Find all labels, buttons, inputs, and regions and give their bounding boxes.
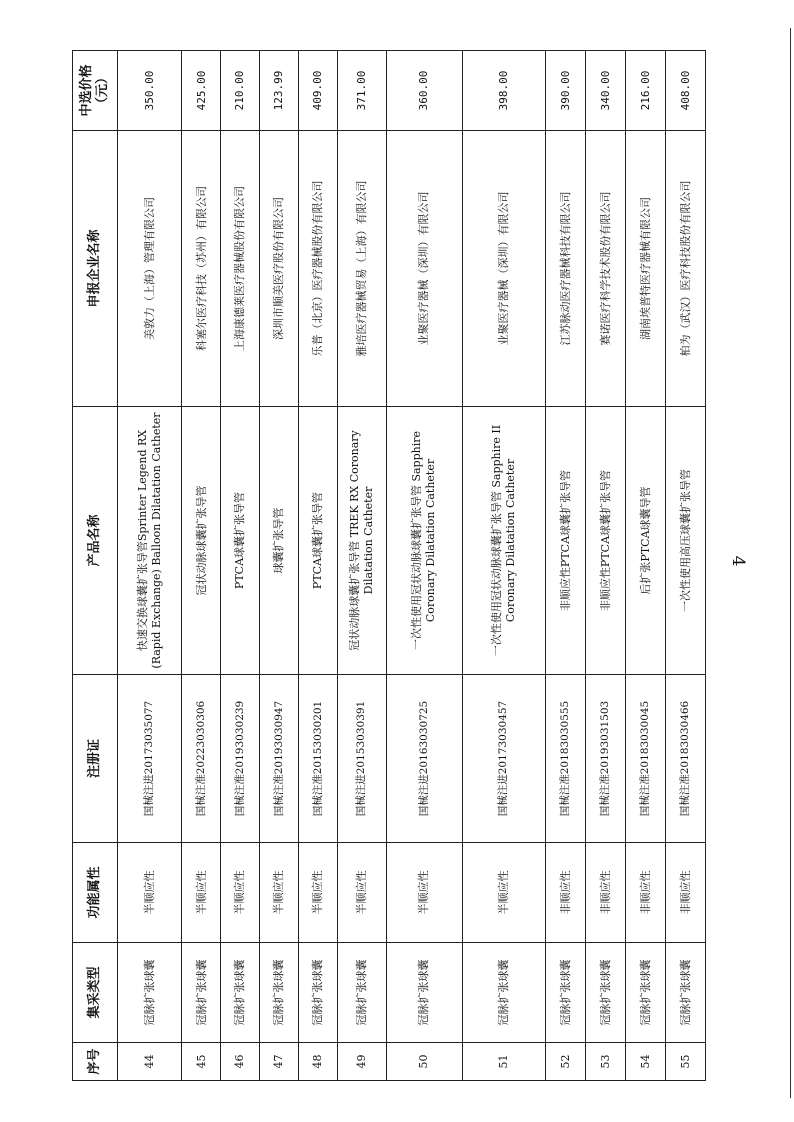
page-number: 4 xyxy=(728,555,748,567)
table-row xyxy=(585,51,625,1081)
cell-product: PTCA球囊扩张导管 xyxy=(299,407,338,675)
cell-category: 冠脉扩张球囊 xyxy=(221,943,260,1043)
table-row xyxy=(260,51,299,1081)
cell-no: 52 xyxy=(545,1043,585,1081)
cell-price: 350.00 xyxy=(118,51,182,131)
cell-product: 冠状动脉球囊扩张导管 TREK RX Coronary Dilatation Catheter xyxy=(338,407,387,675)
cell-function: 半顺应性 xyxy=(462,843,545,943)
cell-price: 409.00 xyxy=(299,51,338,131)
cell-category: 冠脉扩张球囊 xyxy=(118,943,182,1043)
cell-price: 340.00 xyxy=(585,51,625,131)
cell-price: 371.00 xyxy=(338,51,387,131)
header-company: 申报企业名称 xyxy=(73,131,118,407)
cell-product: PTCA球囊扩张导管 xyxy=(221,407,260,675)
cell-function: 非顺应性 xyxy=(585,843,625,943)
cell-registration: 国械注准20183030466 xyxy=(665,675,705,843)
table-row xyxy=(299,51,338,1081)
cell-product: 冠状动脉球囊扩张导管 xyxy=(182,407,221,675)
cell-category: 冠脉扩张球囊 xyxy=(665,943,705,1043)
cell-no: 47 xyxy=(260,1043,299,1081)
cell-category: 冠脉扩张球囊 xyxy=(182,943,221,1043)
cell-function: 半顺应性 xyxy=(299,843,338,943)
cell-category: 冠脉扩张球囊 xyxy=(386,943,462,1043)
header-function: 功能属性 xyxy=(73,843,118,943)
header-product: 产品名称 xyxy=(73,407,118,675)
table-row xyxy=(386,51,462,1081)
header-registration: 注册证 xyxy=(73,675,118,843)
cell-price: 360.00 xyxy=(386,51,462,131)
cell-category: 冠脉扩张球囊 xyxy=(338,943,387,1043)
cell-company: 雅培医疗器械贸易（上海）有限公司 xyxy=(338,131,387,407)
cell-company: 柏为（武汉）医疗科技股份有限公司 xyxy=(665,131,705,407)
table-row xyxy=(118,51,182,1081)
cell-registration: 国械注进20153030391 xyxy=(338,675,387,843)
cell-category: 冠脉扩张球囊 xyxy=(625,943,665,1043)
cell-category: 冠脉扩张球囊 xyxy=(260,943,299,1043)
table-row xyxy=(545,51,585,1081)
cell-company: 业聚医疗器械（深圳）有限公司 xyxy=(462,131,545,407)
cell-category: 冠脉扩张球囊 xyxy=(299,943,338,1043)
cell-company: 美敦力（上海）管理有限公司 xyxy=(118,131,182,407)
cell-function: 非顺应性 xyxy=(665,843,705,943)
cell-registration: 国械注准20193030239 xyxy=(221,675,260,843)
rotated-table-container xyxy=(72,51,706,1081)
cell-price: 216.00 xyxy=(625,51,665,131)
cell-company: 科塞尔医疗科技（苏州）有限公司 xyxy=(182,131,221,407)
header-no: 序号 xyxy=(73,1043,118,1081)
cell-price: 123.99 xyxy=(260,51,299,131)
cell-price: 390.00 xyxy=(545,51,585,131)
cell-company: 乐普（北京）医疗器械股份有限公司 xyxy=(299,131,338,407)
cell-product: 一次性使用冠状动脉球囊扩张导管 Sapphire II Coronary Dilatation Catheter xyxy=(462,407,545,675)
cell-function: 半顺应性 xyxy=(221,843,260,943)
cell-product: 非顺应性PTCA球囊扩张导管 xyxy=(545,407,585,675)
cell-category: 冠脉扩张球囊 xyxy=(585,943,625,1043)
cell-product: 快速交换球囊扩张导管Sprinter Legend RX (Rapid Exchange) Balloon Dilatation Catheter xyxy=(118,407,182,675)
cell-product: 非顺应性PTCA球囊扩张导管 xyxy=(585,407,625,675)
cell-function: 半顺应性 xyxy=(260,843,299,943)
cell-registration: 国械注进20173030457 xyxy=(462,675,545,843)
cell-no: 46 xyxy=(221,1043,260,1081)
cell-registration: 国械注准20153030201 xyxy=(299,675,338,843)
cell-company: 湖南埃普特医疗器械有限公司 xyxy=(625,131,665,407)
cell-price: 425.00 xyxy=(182,51,221,131)
cell-no: 53 xyxy=(585,1043,625,1081)
table-row xyxy=(462,51,545,1081)
cell-company: 深圳市顺美医疗股份有限公司 xyxy=(260,131,299,407)
cell-function: 半顺应性 xyxy=(338,843,387,943)
procurement-result-table xyxy=(72,50,706,1081)
cell-registration: 国械注准20183030045 xyxy=(625,675,665,843)
cell-price: 398.00 xyxy=(462,51,545,131)
cell-registration: 国械注准20183030555 xyxy=(545,675,585,843)
cell-registration: 国械注进20173035077 xyxy=(118,675,182,843)
header-price: 中选价格（元） xyxy=(73,51,118,131)
cell-function: 半顺应性 xyxy=(118,843,182,943)
table-row xyxy=(338,51,387,1081)
cell-product: 球囊扩张导管 xyxy=(260,407,299,675)
cell-function: 非顺应性 xyxy=(545,843,585,943)
cell-product: 一次性使用冠状动脉球囊扩张导管 Sapphire Coronary Dilatation Catheter xyxy=(386,407,462,675)
cell-product: 一次性使用高压球囊扩张导管 xyxy=(665,407,705,675)
cell-company: 上海康德莱医疗器械股份有限公司 xyxy=(221,131,260,407)
cell-company: 业聚医疗器械（深圳）有限公司 xyxy=(386,131,462,407)
cell-no: 55 xyxy=(665,1043,705,1081)
cell-price: 210.00 xyxy=(221,51,260,131)
cell-no: 45 xyxy=(182,1043,221,1081)
cell-product: 后扩张PTCA球囊导管 xyxy=(625,407,665,675)
cell-no: 50 xyxy=(386,1043,462,1081)
cell-company: 江苏脉动医疗器械科技有限公司 xyxy=(545,131,585,407)
cell-function: 半顺应性 xyxy=(182,843,221,943)
header-category: 集采类型 xyxy=(73,943,118,1043)
page-edge-line xyxy=(790,28,791,1098)
cell-registration: 国械注准20193030947 xyxy=(260,675,299,843)
table-header-row xyxy=(73,51,118,1081)
cell-registration: 国械注进20163030725 xyxy=(386,675,462,843)
cell-no: 49 xyxy=(338,1043,387,1081)
cell-no: 44 xyxy=(118,1043,182,1081)
table-row xyxy=(182,51,221,1081)
cell-no: 54 xyxy=(625,1043,665,1081)
cell-registration: 国械注准20223030306 xyxy=(182,675,221,843)
table-row xyxy=(625,51,665,1081)
cell-function: 半顺应性 xyxy=(386,843,462,943)
cell-price: 408.00 xyxy=(665,51,705,131)
cell-no: 51 xyxy=(462,1043,545,1081)
table-row xyxy=(221,51,260,1081)
cell-function: 非顺应性 xyxy=(625,843,665,943)
cell-no: 48 xyxy=(299,1043,338,1081)
cell-company: 赛诺医疗科学技术股份有限公司 xyxy=(585,131,625,407)
cell-category: 冠脉扩张球囊 xyxy=(462,943,545,1043)
table-row xyxy=(665,51,705,1081)
cell-registration: 国械注准20193031503 xyxy=(585,675,625,843)
cell-category: 冠脉扩张球囊 xyxy=(545,943,585,1043)
